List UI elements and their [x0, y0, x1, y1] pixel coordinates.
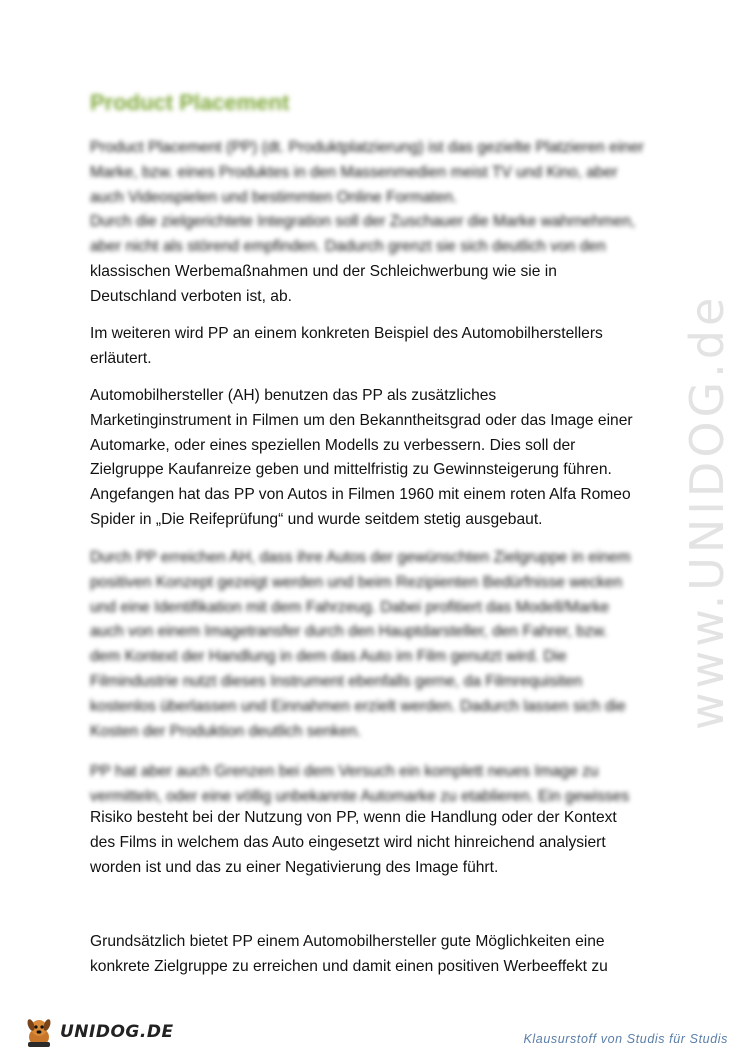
text-line: erläutert.: [90, 349, 152, 367]
text-line: Automobilhersteller (AH) benutzen das PP als zusätzliches: [90, 387, 497, 404]
text-line: Kosten der Produktion deutlich senken.: [90, 722, 362, 740]
text-line: Filmindustrie nutzt dieses Instrument ebenfalls gerne, da Filmrequisiten: [90, 672, 583, 690]
logo-text: UNIDOG.DE: [60, 1022, 174, 1042]
text-line: konkrete Zielgruppe zu erreichen und damit einen positiven Werbeeffekt zu: [90, 957, 608, 975]
text-line: positiven Konzept gezeigt werden und beim Rezipienten Bedürfnisse wecken: [90, 573, 623, 591]
text-line: Im weiteren wird PP an einem konkreten Beispiel des Automobilherstellers: [90, 325, 603, 342]
text-line: Durch die zielgerichtete Integration soll der Zuschauer die Marke wahrnehmen,: [90, 213, 636, 231]
text-line: klassischen Werbemaßnahmen und der Schleichwerbung wie sie in: [90, 263, 557, 280]
limits-paragraph-blurred: [90, 760, 670, 810]
unidog-logo[interactable]: [22, 1012, 174, 1052]
automaker-paragraph: [90, 384, 670, 533]
text-line: Product Placement (PP) (dt. Produktplatzierung) ist das gezielte Platzieren einer: [90, 139, 644, 156]
text-line: PP hat aber auch Grenzen bei dem Versuch ein komplett neues Image zu: [90, 763, 599, 780]
text-line: auch von einem Imagetransfer durch den Hauptdarsteller, den Fahrer, bzw.: [90, 623, 608, 641]
text-line: Deutschland verboten ist, ab.: [90, 287, 292, 305]
text-line: des Films in welchem das Auto eingesetzt wird nicht hinreichend analysiert: [90, 833, 606, 851]
intro-paragraph-blurred: [90, 136, 670, 260]
text-line: Durch PP erreichen AH, dass ihre Autos der gewünschten Zielgruppe in einem: [90, 549, 631, 566]
intro-paragraph-clear: [90, 260, 670, 310]
text-line: Spider in „Die Reifeprüfung“ und wurde seitdem stetig ausgebaut.: [90, 510, 543, 528]
text-line: Risiko besteht bei der Nutzung von PP, wenn die Handlung oder der Kontext: [90, 809, 617, 826]
benefits-paragraph-blurred: [90, 546, 670, 744]
text-line: dem Kontext der Handlung in dem das Auto im Film genutzt wird. Die: [90, 648, 567, 666]
text-line: Grundsätzlich bietet PP einem Automobilhersteller gute Möglichkeiten eine: [90, 933, 605, 950]
text-line: Zielgruppe Kaufanreize geben und mittelfristig zu Gewinnsteigerung führen.: [90, 461, 612, 479]
text-line: und eine Identifikation mit dem Fahrzeug. Dabei profitiert das Modell/Marke: [90, 598, 610, 616]
example-intro-paragraph: [90, 322, 670, 372]
text-line: vermitteln, oder eine völlig unbekannte Automarke zu etablieren. Ein gewisses: [90, 787, 630, 805]
text-line: Marke, bzw. eines Produktes in den Massenmedien meist TV und Kino, aber: [90, 163, 618, 181]
text-line: Angefangen hat das PP von Autos in Filmen 1960 mit einem roten Alfa Romeo: [90, 486, 631, 504]
text-line: aber nicht als störend empfinden. Dadurch grenzt sie sich deutlich von den: [90, 238, 606, 256]
text-line: Automarke, oder eines speziellen Modells zu verbessern. Dies soll der: [90, 436, 576, 454]
text-line: worden ist und das zu einer Negativierung des Image führt.: [90, 858, 499, 876]
text-line: kostenlos überlassen und Einnahmen erzielt werden. Dadurch lassen sich die: [90, 697, 626, 715]
limits-paragraph-clear: [90, 806, 670, 880]
watermark: www.UNIDOG.de: [680, 293, 734, 730]
conclusion-paragraph: [90, 930, 670, 980]
page-title: Product Placement: [90, 90, 290, 115]
footer-tagline: Klausurstoff von Studis für Studis: [523, 1032, 728, 1046]
text-line: auch Videospielen und bestimmten Online Formaten.: [90, 188, 458, 206]
text-line: Marketinginstrument in Filmen um den Bekanntheitsgrad oder das Image einer: [90, 411, 633, 429]
dog-mascot-icon: [22, 1015, 56, 1049]
